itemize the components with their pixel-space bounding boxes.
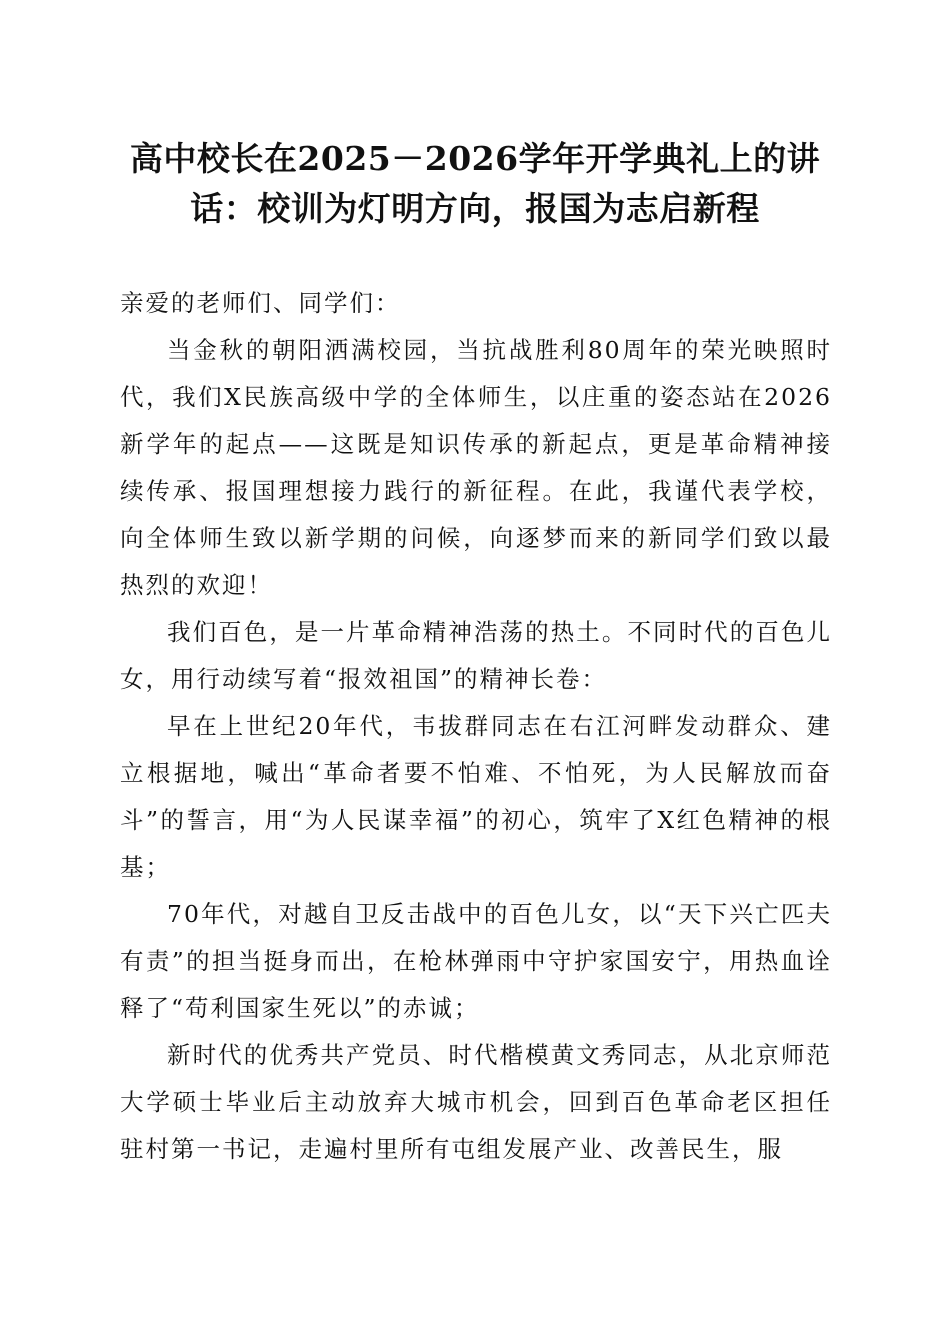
paragraph: 早在上世纪20年代，韦拔群同志在右江河畔发动群众、建立根据地，喊出“革命者要不怕难、不怕死，为人民解放而奋斗”的誓言，用“为人民谋幸福”的初心，筑牢了X红色精神的根基；	[120, 712, 832, 881]
paragraph: 当金秋的朝阳洒满校园，当抗战胜利80周年的荣光映照时代，我们X民族高级中学的全体师生，以庄重的姿态站在2026新学年的起点——这既是知识传承的新起点，更是革命精神接续传承、报国理想接力践行的新征程。在此，我谨代表学校，向全体师生致以新学期的问候，向逐梦而来的新同学们致以最热烈的欢迎！	[120, 336, 832, 599]
document-body	[120, 280, 832, 1173]
document-title: 高中校长在2025－2026学年开学典礼上的讲话：校训为灯明方向，报国为志启新程	[129, 139, 821, 228]
paragraph: 新时代的优秀共产党员、时代楷模黄文秀同志，从北京师范大学硕士毕业后主动放弃大城市机会，回到百色革命老区担任驻村第一书记，走遍村里所有屯组发展产业、改善民生，服	[120, 1041, 832, 1163]
salutation: 亲爱的老师们、同学们：	[120, 289, 401, 317]
paragraph: 70年代，对越自卫反击战中的百色儿女，以“天下兴亡匹夫有责”的担当挺身而出，在枪林弹雨中守护家国安宁，用热血诠释了“苟利国家生死以”的赤诚；	[120, 900, 832, 1022]
paragraph: 我们百色，是一片革命精神浩荡的热土。不同时代的百色儿女，用行动续写着“报效祖国”的精神长卷：	[120, 618, 832, 693]
